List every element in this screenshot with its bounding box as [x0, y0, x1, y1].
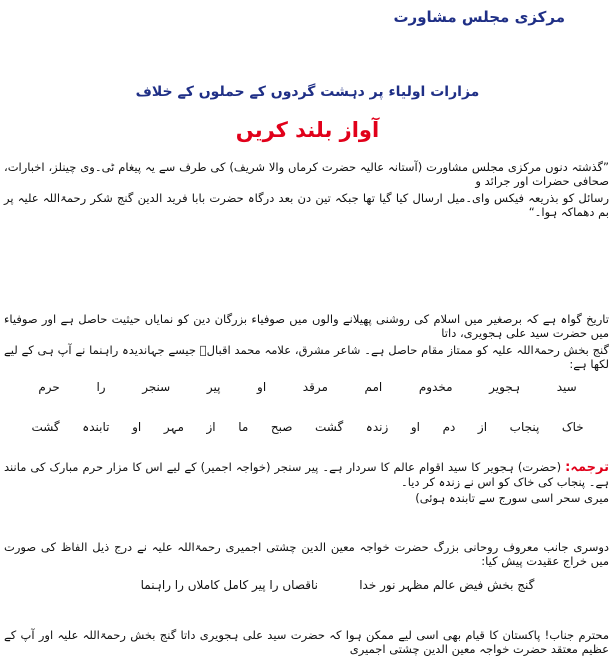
poem-words-2	[20, 420, 595, 434]
couplet-part-2: ناقصاں را پیر کامل کاملاں را راہنما	[140, 578, 318, 592]
couplet-parts	[120, 578, 555, 592]
couplet	[120, 578, 555, 592]
poem-word: صبح	[270, 420, 293, 434]
poem-word: را	[96, 380, 106, 394]
poem-word: گشت	[315, 420, 344, 434]
poem-word: او	[132, 420, 142, 434]
poem-word: سنجر	[142, 380, 171, 394]
paragraph-3: دوسری جانب معروف روحانی بزرگ حضرت خواجہ معین الدین چشتی اجمیری رحمۃاللہ علیہ نے درج ذیل الفاظ کی صورت میں خراج عقیدت پیش کیا:	[4, 540, 609, 568]
poem-word: او	[410, 420, 420, 434]
poem-word: زندہ	[365, 420, 389, 434]
poem-word: ہجویر	[489, 380, 521, 394]
subtitle: مزارات اولیاء پر دہشت گردوں کے حملوں کے خلاف	[135, 84, 480, 100]
paragraph-4: محترم جناب! پاکستان کا قیام بھی اسی لیے ممکن ہوا کہ حضرت سید علی ہجویری داتا گنج بخش رحمۃاللہ علیہ اور آپ کے عظیم معتقد حضرت خواجہ معین الدین چشتی اجمیری	[4, 628, 609, 656]
organization-name: مرکزی مجلس مشاورت	[393, 8, 565, 26]
poem-line-1	[20, 380, 595, 394]
poem-word: مہر	[163, 420, 184, 434]
poem-word: خاک	[561, 420, 584, 434]
paragraph-2-line-1: تاریخ گواہ ہے کہ برصغیر میں اسلام کی روشنی پھیلانے والوں میں صوفیاء بزرگان دین کو نمایاں حیثیت حاصل ہے اور صوفیاء میں حضرت سید علی ہجویری، داتا	[4, 312, 609, 340]
poem-word: از	[477, 420, 488, 434]
poem-word: مرقد	[302, 380, 328, 394]
couplet-part-1: گنج بخش فیض عالم مظہر نور خدا	[359, 578, 535, 592]
poem-word: گشت	[31, 420, 60, 434]
paragraph-2-line-2: گنج بخش رحمۃاللہ علیہ کو ممتاز مقام حاصل ہے۔ شاعر مشرق، علامہ محمد اقبالؒ جیسے جہاندیدہ راہنما نے آپ ہی کے لیے لکھا ہے:	[4, 343, 609, 371]
poem-word: ما	[238, 420, 249, 434]
poem-word: پنجاب	[509, 420, 540, 434]
paragraph-1-line-2: رسائل کو بذریعہ فیکس وای۔میل ارسال کیا گیا تھا جبکہ تین دن بعد درگاہ حضرت بابا فرید الدین گنج شکر رحمۃاللہ علیہ پر بم دھماکہ ہوا۔“	[4, 191, 609, 219]
page-title: آواز بلند کریں	[235, 118, 380, 142]
translation-label: ترجمہ:	[565, 460, 609, 475]
poem-words-1	[20, 380, 595, 394]
poem-word: حرم	[38, 380, 60, 394]
paragraph-1-line-1: ”گذشتہ دنوں مرکزی مجلس مشاورت (آستانہ عالیہ حضرت کرماں والا شریف) کی طرف سے یہ پیغام ٹی۔وی چینلز، اخبارات، صحافی حضرات اور جرائد و	[4, 160, 609, 188]
poem-word: سید	[556, 380, 577, 394]
translation-line-2: میری سحر اسی سورج سے تابندہ ہوئی)	[415, 491, 609, 505]
poem-word: پیر	[206, 380, 221, 394]
poem-word: امم	[364, 380, 383, 394]
poem-line-2	[20, 420, 595, 434]
translation-line-1	[4, 460, 609, 489]
poem-word: دم	[442, 420, 456, 434]
poem-word: تابندہ	[82, 420, 110, 434]
poem-word: او	[257, 380, 267, 394]
poem-word: از	[206, 420, 216, 434]
translation-text: (حضرت) ہجویر کا سید اقوام عالم کا سردار ہے۔ پیر سنجر (خواجہ اجمیر) کے لیے اس کا مزار حرم مبارک کی مانند ہے۔ پنجاب کی خاک کو اس نے زندہ کر دیا۔	[4, 460, 609, 489]
poem-word: مخدوم	[418, 380, 453, 394]
